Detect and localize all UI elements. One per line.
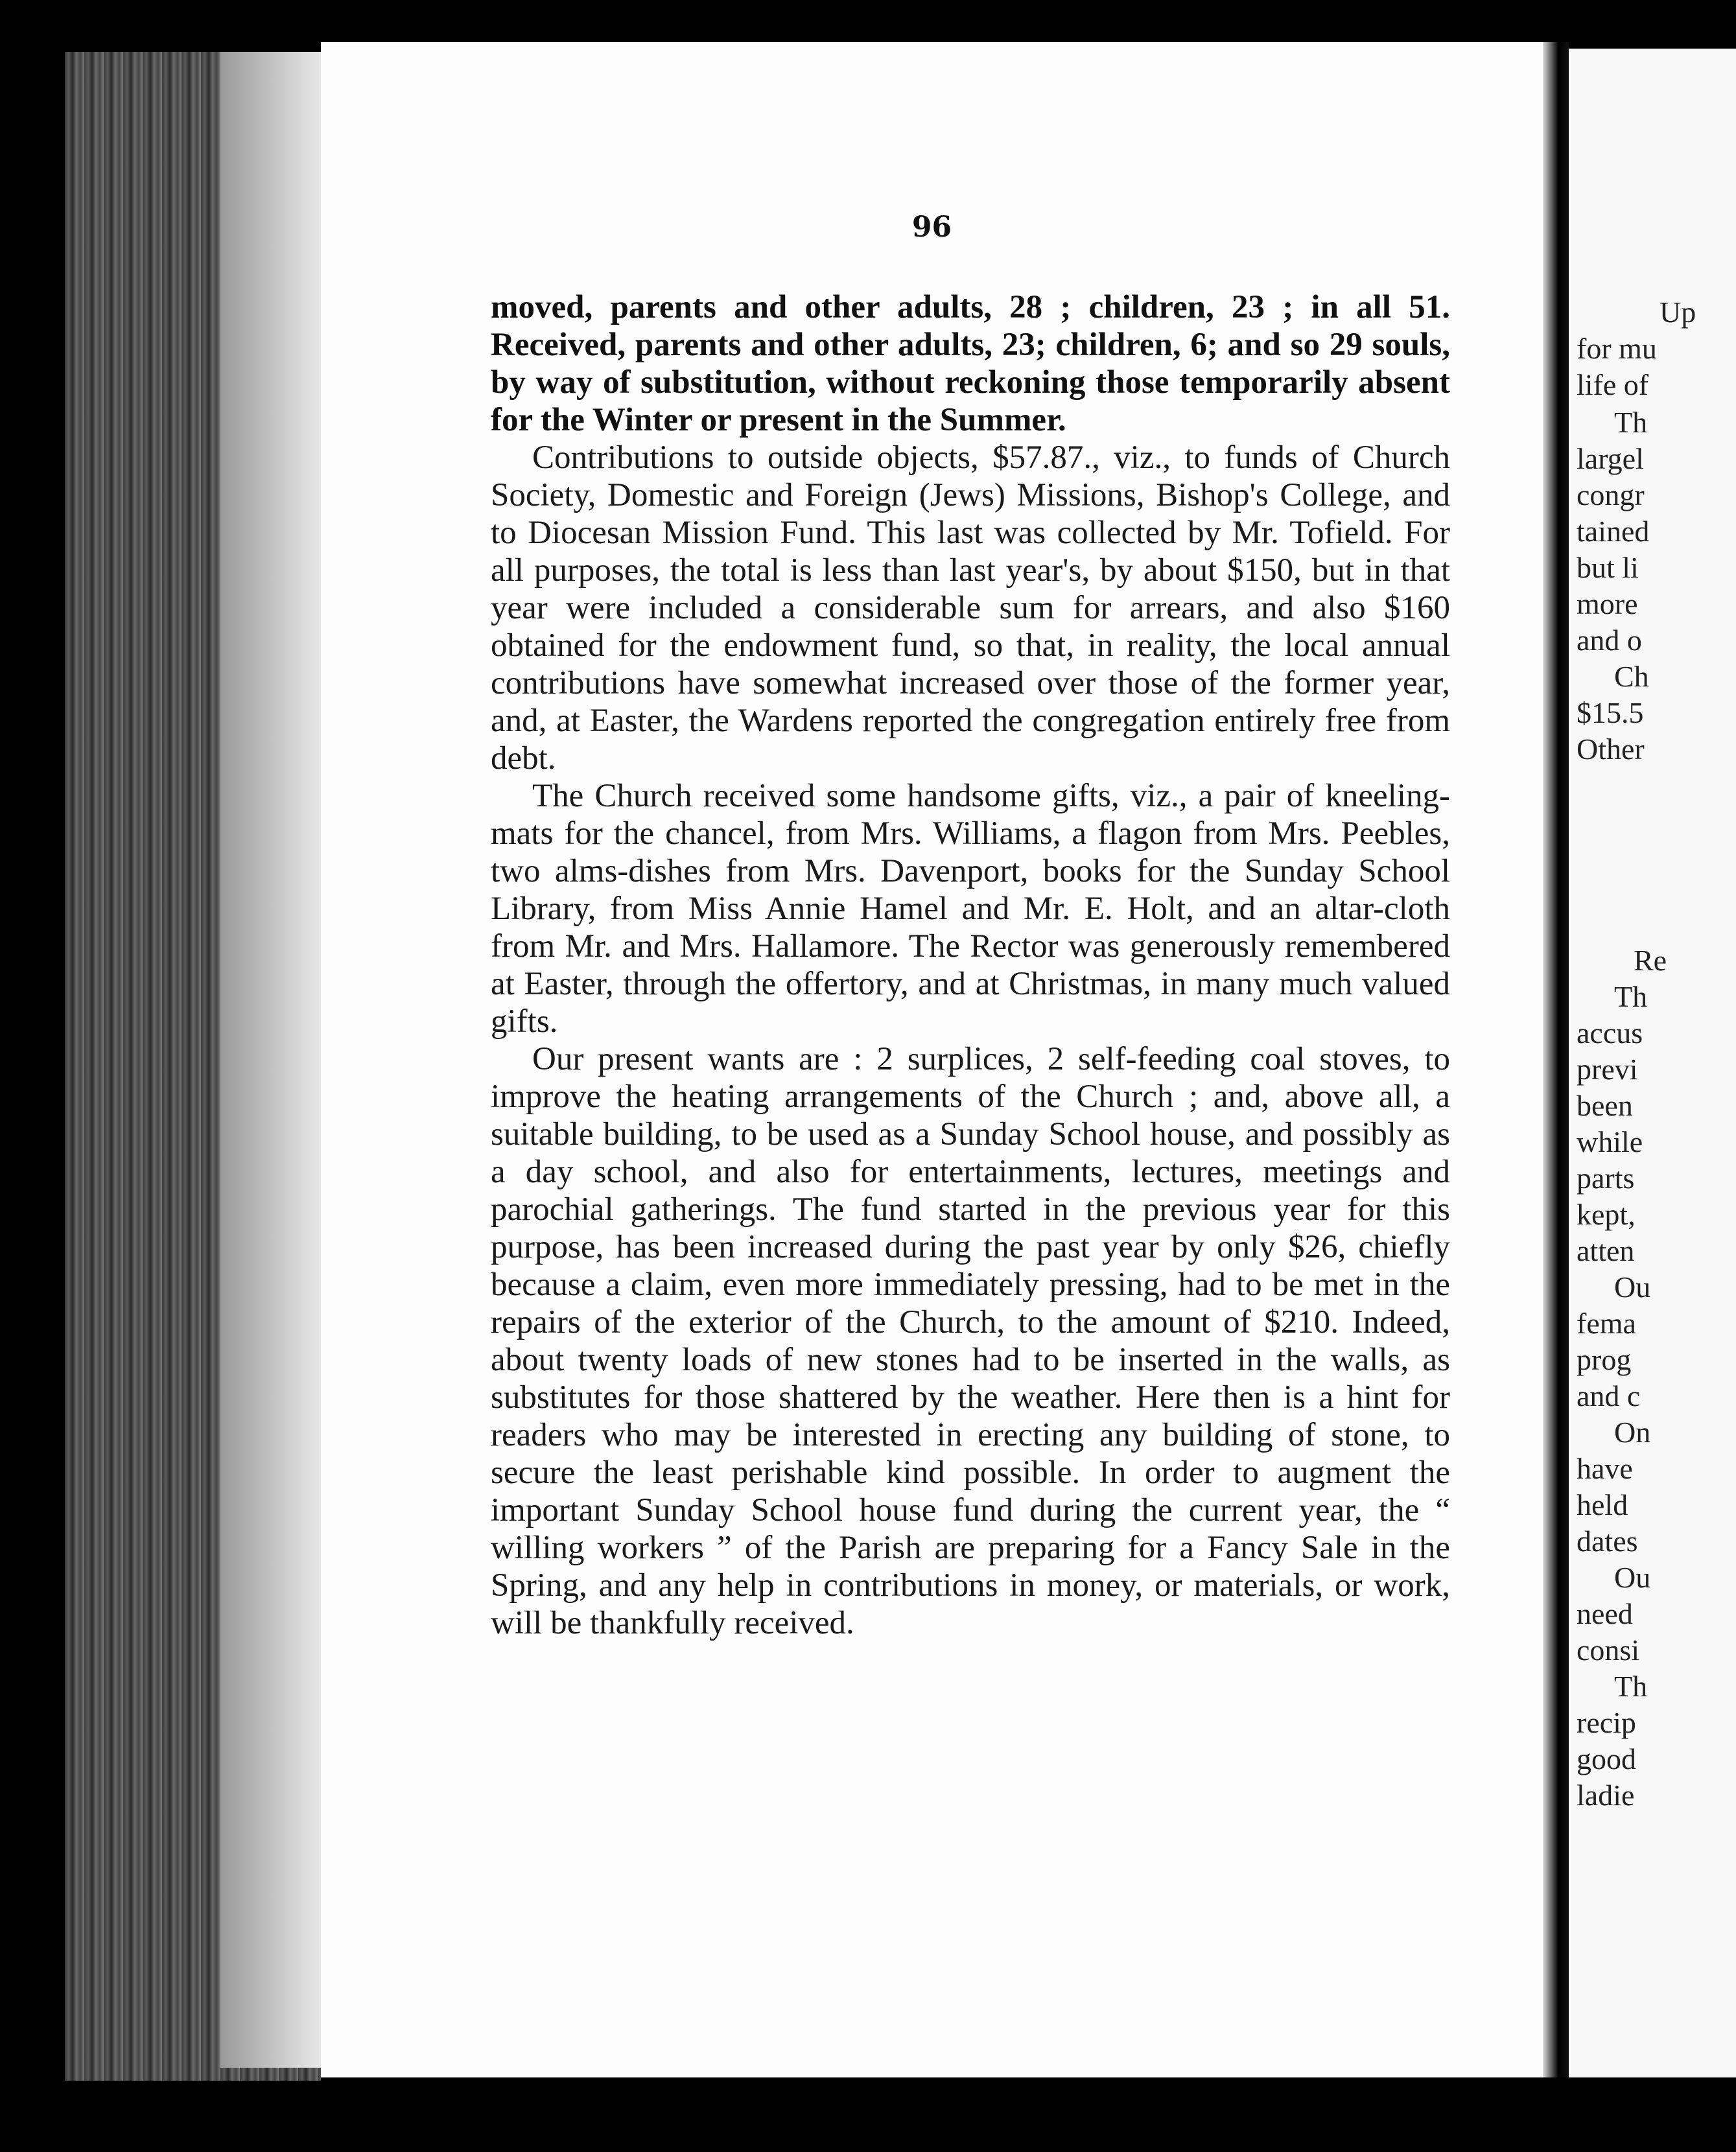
right-fragment: Ou (1614, 1561, 1651, 1594)
right-fragment: atten (1577, 1234, 1635, 1267)
page-gutter (1543, 42, 1569, 2077)
right-fragment: been (1577, 1089, 1633, 1122)
page-number: 96 (911, 211, 952, 244)
right-fragment: Re (1634, 944, 1667, 977)
right-fragment: more (1577, 587, 1638, 620)
right-fragment: have (1577, 1452, 1633, 1485)
right-fragment: Other (1577, 732, 1645, 766)
right-fragment: ladie (1577, 1779, 1635, 1812)
right-fragment: need (1577, 1597, 1633, 1630)
book-page-edges-light (220, 52, 321, 2068)
right-fragment: while (1577, 1125, 1643, 1158)
paragraph-3: The Church received some handsome gifts, viz., a pair of kneeling-mats for the chancel, from Mrs. Williams, a flagon from Mrs. Peebles, two alms-dishes from Mrs. Davenport, books for the Sunday School Library, from Miss Annie Hamel and Mr. E. Holt, and an altar-cloth from Mr. and Mrs. Hallamore. The Rector was generously remembered at Easter, through the offertory, and at Christmas, in many much valued gifts. (491, 778, 1450, 1040)
right-fragment: life of (1577, 368, 1649, 401)
right-fragment: kept, (1577, 1198, 1636, 1231)
right-fragment: good (1577, 1742, 1636, 1775)
right-fragment: held (1577, 1488, 1628, 1521)
right-fragment: and o (1577, 624, 1642, 657)
paragraph-4: Our present wants are : 2 surplices, 2 self-feeding coal stoves, to improve the heating arrangements of the Church ; and, above all, a suitable building, to be used as a Sunday School house, and possibly as a day school, and also for entertainments, lectures, meetings and parochial gatherings. The fund started in the previous year for this purpose, has been increased during the past year by only $26, chiefly because a claim, even more immediately pressing, had to be met in the repairs of the exterior of the Church, to the amount of $210. Indeed, about twenty loads of new stones had to be inserted in the walls, as substitutes for those shattered by the weather. Here then is a hint for readers who may be interested in erecting any building of stone, to secure the least perishable kind possible. In order to augment the important Sunday School house fund during the current year, the “ willing workers ” of the Parish are preparing for a Fancy Sale in the Spring, and any help in contributions in money, or materials, or work, will be thankfully received. (491, 1041, 1450, 1641)
right-fragment: Th (1614, 406, 1648, 439)
paragraph-2: Contributions to outside objects, $57.87., viz., to funds of Church Society, Domestic and Foreign (Jews) Missions, Bishop's College, and to Diocesan Mission Fund. This last was collected by Mr. Tofield. For all purposes, the total is less than last year's, by about $150, but in that year were included a considerable sum for arrears, and also $160 obtained for the endowment fund, so that, in reality, the local annual contributions have somewhat increased over those of the former year, and, at Easter, the Wardens reported the congregation entirely free from debt. (491, 439, 1450, 777)
right-fragment: congr (1577, 478, 1645, 511)
right-fragment: On (1614, 1416, 1651, 1449)
book-page (321, 42, 1543, 2077)
right-fragment: for mu (1577, 332, 1657, 365)
right-fragment: Th (1614, 980, 1648, 1013)
right-fragment: Ou (1614, 1270, 1651, 1304)
right-fragment: and c (1577, 1379, 1641, 1412)
right-fragment: $15.5 (1577, 696, 1644, 729)
right-fragment: previ (1577, 1053, 1638, 1086)
right-fragment: prog (1577, 1343, 1632, 1376)
right-fragment: Up (1660, 296, 1696, 329)
paragraph-1: moved, parents and other adults, 28 ; children, 23 ; in all 51. Received, parents and other adults, 23; children, 6; and so 29 souls, by way of substitution, without reckoning those temporarily absent for the Winter or present in the Summer. (491, 289, 1450, 438)
right-fragment: recip (1577, 1706, 1636, 1739)
right-fragment: Th (1614, 1670, 1648, 1703)
right-fragment: consi (1577, 1633, 1640, 1667)
page-body-text (491, 288, 1450, 1642)
adjacent-page (1569, 49, 1736, 2077)
right-fragment: largel (1577, 442, 1644, 475)
right-fragment: fema (1577, 1307, 1636, 1340)
right-fragment: Ch (1614, 660, 1649, 693)
right-fragment: but li (1577, 551, 1639, 584)
right-fragment: tained (1577, 515, 1650, 548)
right-fragment: accus (1577, 1016, 1643, 1049)
right-fragment: parts (1577, 1162, 1635, 1195)
right-fragment: dates (1577, 1525, 1638, 1558)
